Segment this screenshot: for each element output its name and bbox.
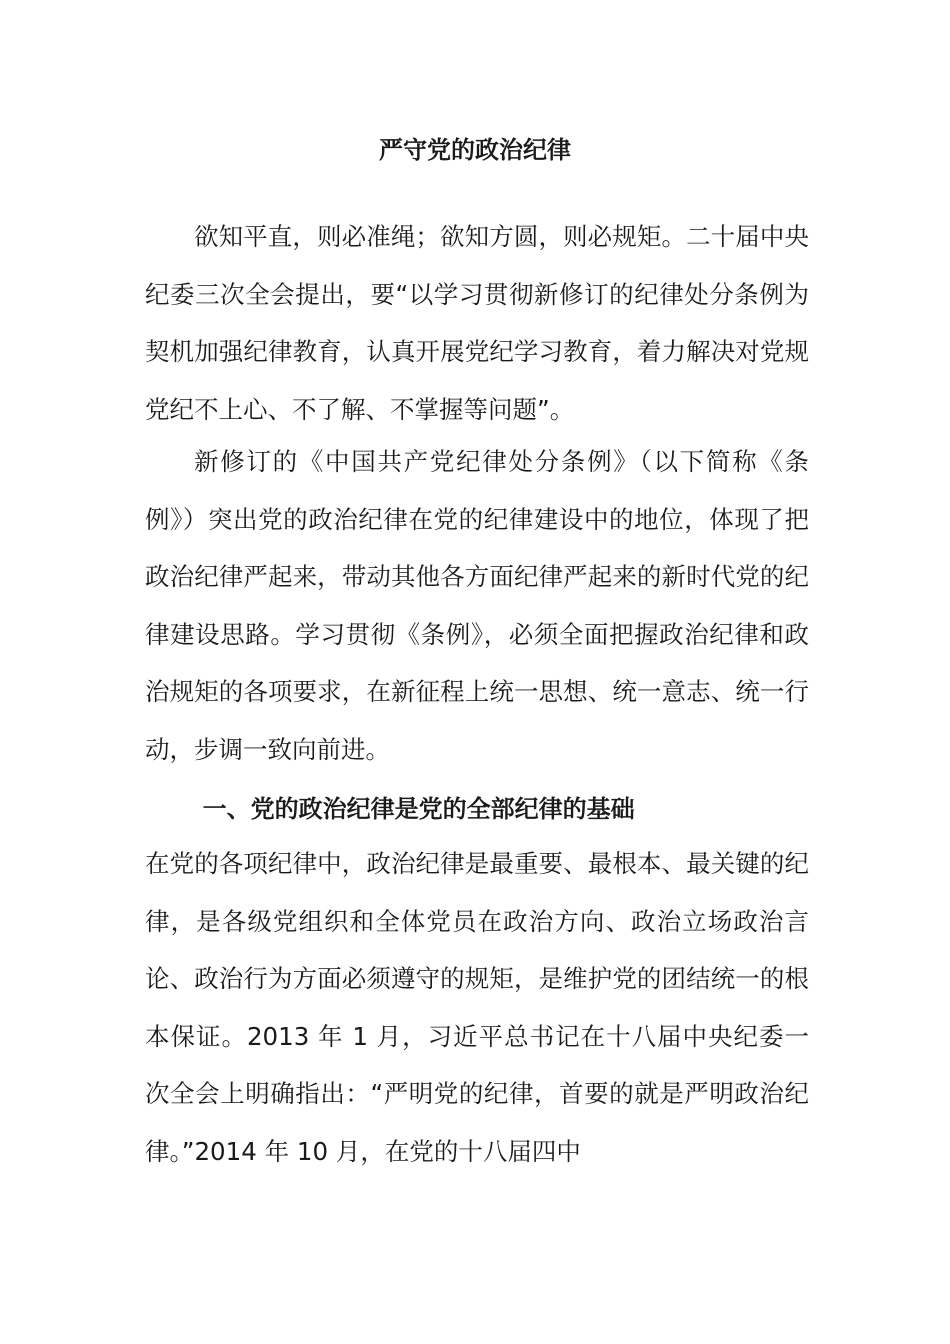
section-heading: 一、党的政治纪律是党的全部纪律的基础 [202,795,635,823]
document-title: 严守党的政治纪律 [379,136,571,164]
regulation-paragraph: 新修订的《中国共产党纪律处分条例》（以下简称《条例》）突出党的政治纪律在党的纪律建设中的地位，体现了把政治纪律严起来，带动其他各方面纪律严起来的新时代党的纪律建设思路。学习贯彻《条例》，必须全面把握政治纪律和政治规矩的各项要求，在新征程上统一思想、统一意志、统一行动，步调一致向前进。 [145,447,809,764]
section-paragraph: 在党的各项纪律中，政治纪律是最重要、最根本、最关键的纪律，是各级党组织和全体党员在政治方向、政治立场政治言论、政治行为方面必须遵守的规矩，是维护党的团结统一的根本保证。2013 年 1 月，习近平总书记在十八届中央纪委一次全会上明确指出：“严明党的纪律，首要的就是严明政治纪律。”2014 年 10 月，在党的十八届四中 [145,849,809,1166]
intro-paragraph: 欲知平直，则必准绳；欲知方圆，则必规矩。二十届中央纪委三次全会提出，要“以学习贯彻新修订的纪律处分条例为契机加强纪律教育，认真开展党纪学习教育，着力解决对党规党纪不上心、不了解、不掌握等问题”。 [145,222,809,424]
